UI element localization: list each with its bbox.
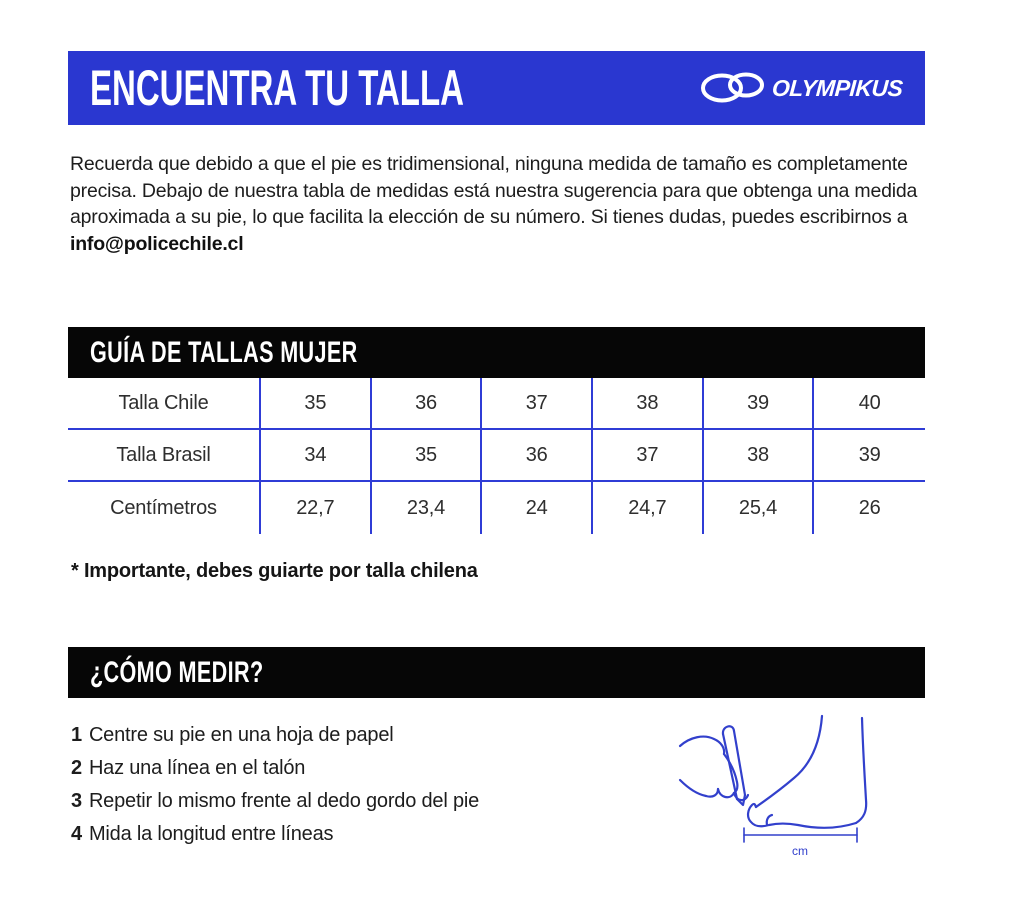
row-header-talla-chile: Talla Chile — [68, 378, 261, 430]
list-item — [71, 818, 479, 851]
olympikus-rings-icon — [701, 67, 765, 110]
important-note: * Importante, debes guiarte por talla chilena — [71, 560, 478, 582]
table-cell: 23,4 — [372, 482, 483, 534]
step-number: 1 — [71, 724, 82, 746]
measure-unit-label: cm — [792, 844, 808, 858]
header-bar — [68, 51, 925, 125]
step-text: Repetir lo mismo frente al dedo gordo del pie — [88, 790, 480, 812]
table-cell: 39 — [704, 378, 815, 430]
table-cell: 36 — [482, 430, 593, 482]
table-cell: 35 — [372, 430, 483, 482]
step-text: Mida la longitud entre líneas — [88, 823, 334, 845]
foot-measuring-illustration — [672, 708, 892, 866]
table-cell: 35 — [261, 378, 372, 430]
row-header-centimetros: Centímetros — [68, 482, 261, 534]
table-cell: 37 — [482, 378, 593, 430]
table-cell: 36 — [372, 378, 483, 430]
table-cell: 38 — [593, 378, 704, 430]
table-cell: 38 — [704, 430, 815, 482]
hand-measuring-foot-icon — [672, 708, 892, 866]
page-title-text: ENCUENTRA TU TALLA — [90, 60, 464, 116]
table-cell: 39 — [814, 430, 925, 482]
contact-email: info@policechile.cl — [70, 232, 244, 255]
table-cell: 40 — [814, 378, 925, 430]
page-title — [90, 60, 657, 116]
section-bar-size-guide — [68, 327, 925, 378]
table-cell: 24,7 — [593, 482, 704, 534]
measuring-steps-list — [71, 719, 479, 851]
step-number: 3 — [71, 790, 82, 812]
section-bar-how-to-measure — [68, 647, 925, 698]
size-table — [68, 378, 925, 534]
list-item — [71, 752, 479, 785]
table-cell: 25,4 — [704, 482, 815, 534]
table-cell: 34 — [261, 430, 372, 482]
intro-text: Recuerda que debido a que el pie es tridimensional, ninguna medida de tamaño es completamente precisa. Debajo de nuestra tabla de medidas está nuestra sugerencia para que obtenga una medida aproximada a su pie, lo que facilita la elección de su número. Si tienes dudas, puedes escribirnos a — [70, 153, 918, 228]
section-title-how-to-measure: ¿CÓMO MEDIR? — [90, 655, 264, 689]
list-item — [71, 719, 479, 752]
row-header-talla-brasil: Talla Brasil — [68, 430, 261, 482]
step-text: Haz una línea en el talón — [88, 757, 306, 779]
table-cell: 24 — [482, 482, 593, 534]
table-cell: 26 — [858, 496, 881, 519]
step-number: 4 — [71, 823, 82, 845]
brand-wordmark: OLYMPIKUS — [771, 74, 904, 101]
table-cell: 22,7 — [261, 482, 372, 534]
olympikus-logo — [701, 67, 903, 110]
list-item — [71, 785, 479, 818]
step-number: 2 — [71, 757, 82, 779]
table-cell: 37 — [593, 430, 704, 482]
section-title-size-guide: GUÍA DE TALLAS MUJER — [90, 335, 358, 369]
step-text: Centre su pie en una hoja de papel — [88, 724, 394, 746]
intro-paragraph — [70, 151, 934, 257]
